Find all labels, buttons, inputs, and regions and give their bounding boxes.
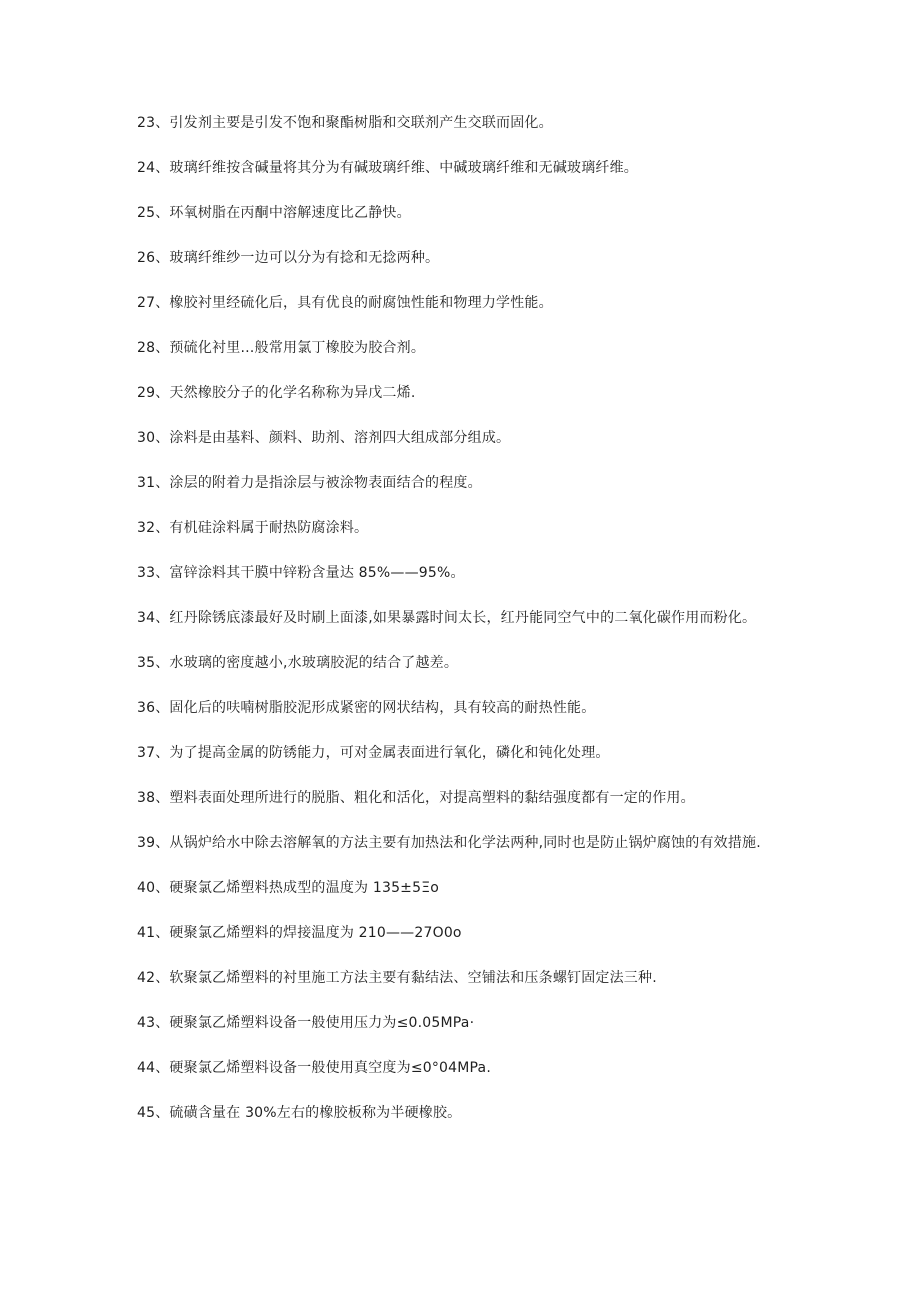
list-item: 29、天然橡胶分子的化学名称称为异戊二烯. bbox=[137, 385, 416, 401]
list-item: 38、塑料表面处理所进行的脱脂、粗化和活化，对提高塑料的黏结强度都有一定的作用。 bbox=[137, 790, 695, 806]
list-item: 30、涂料是由基料、颜料、助剂、溶剂四大组成部分组成。 bbox=[137, 430, 511, 446]
document-body bbox=[137, 112, 797, 1147]
list-item: 42、软聚氯乙烯塑料的衬里施工方法主要有黏结法、空铺法和压条螺钉固定法三种. bbox=[137, 970, 657, 986]
list-item: 37、为了提高金属的防锈能力，可对金属表面进行氧化，磷化和钝化处理。 bbox=[137, 745, 610, 761]
list-item: 44、硬聚氯乙烯塑料设备一般使用真空度为≤0°04MPa. bbox=[137, 1060, 491, 1076]
list-item: 41、硬聚氯乙烯塑料的焊接温度为 210——27O0o bbox=[137, 925, 462, 941]
list-item: 45、硫磺含量在 30%左右的橡胶板称为半硬橡胶。 bbox=[137, 1105, 462, 1121]
list-item: 23、引发剂主要是引发不饱和聚酯树脂和交联剂产生交联而固化。 bbox=[137, 115, 553, 131]
list-item: 40、硬聚氯乙烯塑料热成型的温度为 135±5Ξo bbox=[137, 880, 440, 896]
list-item: 25、环氧树脂在丙酮中溶解速度比乙静快。 bbox=[137, 205, 411, 221]
list-item: 36、固化后的呋喃树脂胶泥形成紧密的网状结构，具有较高的耐热性能。 bbox=[137, 700, 596, 716]
list-item: 27、橡胶衬里经硫化后，具有优良的耐腐蚀性能和物理力学性能。 bbox=[137, 295, 553, 311]
list-item: 26、玻璃纤维纱一边可以分为有捻和无捻两种。 bbox=[137, 250, 440, 266]
list-item: 32、有机硅涂料属于耐热防腐涂料。 bbox=[137, 520, 369, 536]
list-item: 39、从锅炉给水中除去溶解氧的方法主要有加热法和化学法两种,同时也是防止锅炉腐蚀的有效措施. bbox=[137, 835, 761, 851]
list-item: 43、硬聚氯乙烯塑料设备一般使用压力为≤0.05MPa· bbox=[137, 1015, 475, 1031]
list-item: 33、富锌涂料其干膜中锌粉含量达 85%——95%。 bbox=[137, 565, 465, 581]
list-item: 28、预硫化衬里…般常用氯丁橡胶为胶合剂。 bbox=[137, 340, 426, 356]
list-item: 35、水玻璃的密度越小,水玻璃胶泥的结合了越差。 bbox=[137, 655, 459, 671]
list-item: 34、红丹除锈底漆最好及时刷上面漆,如果暴露时间太长，红丹能同空气中的二氧化碳作用而粉化。 bbox=[137, 610, 757, 626]
list-item: 24、玻璃纤维按含碱量将其分为有碱玻璃纤维、中碱玻璃纤维和无碱玻璃纤维。 bbox=[137, 160, 639, 176]
list-item: 31、涂层的附着力是指涂层与被涂物表面结合的程度。 bbox=[137, 475, 482, 491]
